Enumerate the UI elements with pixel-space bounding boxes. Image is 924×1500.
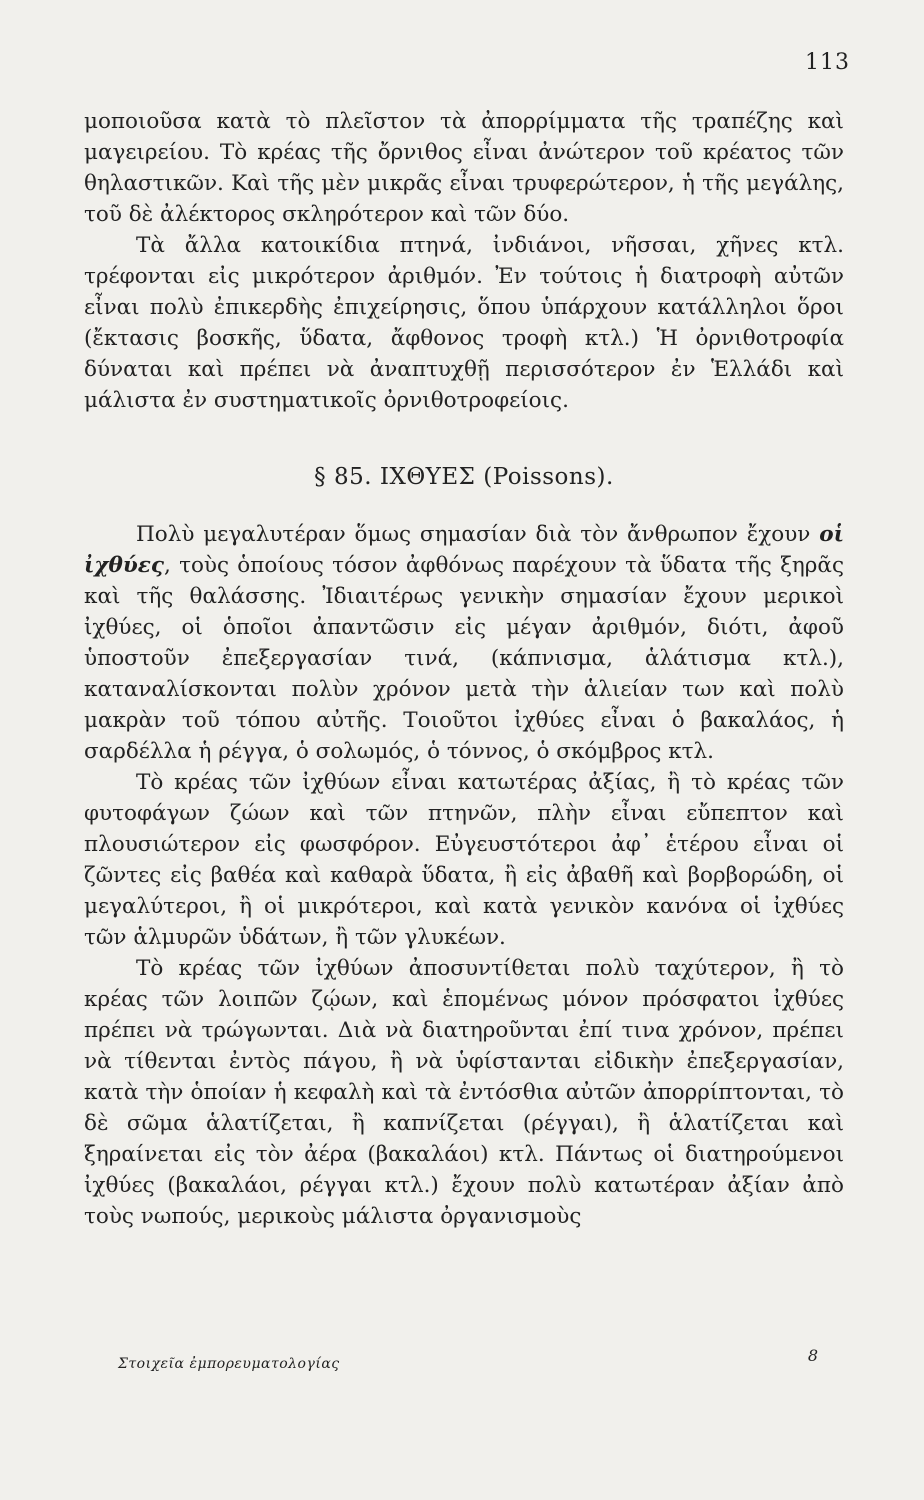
footer-title: Στοιχεῖα ἐμπορευματολογίας [118, 1356, 340, 1372]
paragraph-fish [84, 519, 844, 767]
fish-emphasis: οἱ ἰχθύες [84, 522, 844, 578]
fish-text-before: Πολὺ μεγαλυτέραν ὅμως σημασίαν διὰ τὸν ἄνθρωπον ἔχουν [136, 522, 820, 547]
paragraph-4: Τὸ κρέας τῶν ἰχθύων εἶναι κατωτέρας ἀξίας, ἢ τὸ κρέας τῶν φυτοφάγων ζώων καὶ τῶν πτηνῶν, πλὴν εἶναι εὔπεπτον καὶ πλουσιώτερον εἰς φωσφόρον. Εὐγευστότεροι ἀφ᾽ ἑτέρου εἶναι οἱ ζῶντες εἰς βαθέα καὶ καθαρὰ ὕδατα, ἢ εἰς ἀβαθῆ καὶ βορβορώδη, οἱ μεγαλύτεροι, ἢ οἱ μικρότεροι, καὶ κατὰ γενικὸν κανόνα οἱ ἰχθύες τῶν ἁλμυρῶν ὑδάτων, ἢ τῶν γλυκέων. [84, 770, 844, 950]
page-number: 113 [805, 50, 850, 75]
fish-text-after: , τοὺς ὁποίους τόσον ἀφθόνως παρέχουν τὰ ὕδατα τῆς ξηρᾶς καὶ τῆς θαλάσσης. Ἰδιαιτέρως γενικὴν σημασίαν ἔχουν μερικοὶ ἰχθύες, οἱ ὁποῖοι ἀπαντῶσιν εἰς μέγαν ἀριθμόν, διότι, ἀφοῦ ὑποστοῦν ἐπεξεργασίαν τινά, (κάπνισμα, ἁλάτισμα κτλ.), καταναλίσκονται πολὺν χρόνον μετὰ τὴν ἁλιείαν των καὶ πολὺ μακρὰν τοῦ τόπου αὐτῆς. Τοιοῦτοι ἰχθύες εἶναι ὁ βακαλάος, ἡ σαρδέλλα ἡ ρέγγα, ὁ σολωμός, ὁ τόννος, ὁ σκόμβρος κτλ. [84, 553, 844, 764]
section-heading: § 85. ΙΧΘΥΕΣ (Poissons). [314, 464, 614, 490]
paragraph-1: μοποιοῦσα κατὰ τὸ πλεῖστον τὰ ἀπορρίμματα τῆς τραπέζης καὶ μαγειρείου. Τὸ κρέας τῆς ὄρνιθος εἶναι ἀνώτερον τοῦ κρέατος τῶν θηλαστικῶν. Καὶ τῆς μὲν μικρᾶς εἶναι τρυφερώτερον, ἡ τῆς μεγάλης, τοῦ δὲ ἀλέκτορος σκληρότερον καὶ τῶν δύο. [84, 109, 844, 227]
paragraph-5: Τὸ κρέας τῶν ἰχθύων ἀποσυντίθεται πολὺ ταχύτερον, ἢ τὸ κρέας τῶν λοιπῶν ζῴων, καὶ ἑπομένως μόνον πρόσφατοι ἰχθύες πρέπει νὰ τρώγωνται. Διὰ νὰ διατηροῦνται ἐπί τινα χρόνον, πρέπει νὰ τίθενται ἐντὸς πάγου, ἢ νὰ ὑφίστανται εἰδικὴν ἐπεξεργασίαν, κατὰ τὴν ὁποίαν ἡ κεφαλὴ καὶ τὰ ἐντόσθια αὐτῶν ἀπορρίπτονται, τὸ δὲ σῶμα ἁλατίζεται, ἢ καπνίζεται (ρέγγαι), ἢ ἁλατίζεται καὶ ξηραίνεται εἰς τὸν ἀέρα (βακαλάοι) κτλ. Πάντως οἱ διατηρούμενοι ἰχθύες (βακαλάοι, ρέγγαι κτλ.) ἔχουν πολὺ κατωτέραν ἀξίαν ἀπὸ τοὺς νωπούς, μερικοὺς μάλιστα ὀργανισμοὺς [84, 956, 844, 1229]
body-text [84, 106, 844, 1232]
signature-mark: 8 [807, 1346, 818, 1365]
paragraph-2: Τὰ ἄλλα κατοικίδια πτηνά, ἰνδιάνοι, νῆσσαι, χῆνες κτλ. τρέφονται εἰς μικρότερον ἀριθμόν. Ἐν τούτοις ἡ διατροφὴ αὐτῶν εἶναι πολὺ ἐπικερδὴς ἐπιχείρησις, ὅπου ὑπάρχουν κατάλληλοι ὅροι (ἔκτασις βοσκῆς, ὕδατα, ἄφθονος τροφὴ κτλ.) Ἡ ὀρνιθοτροφία δύναται καὶ πρέπει νὰ ἀναπτυχθῇ περισσότερον ἐν Ἑλλάδι καὶ μάλιστα ἐν συστηματικοῖς ὀρνιθοτροφείοις. [84, 233, 844, 413]
